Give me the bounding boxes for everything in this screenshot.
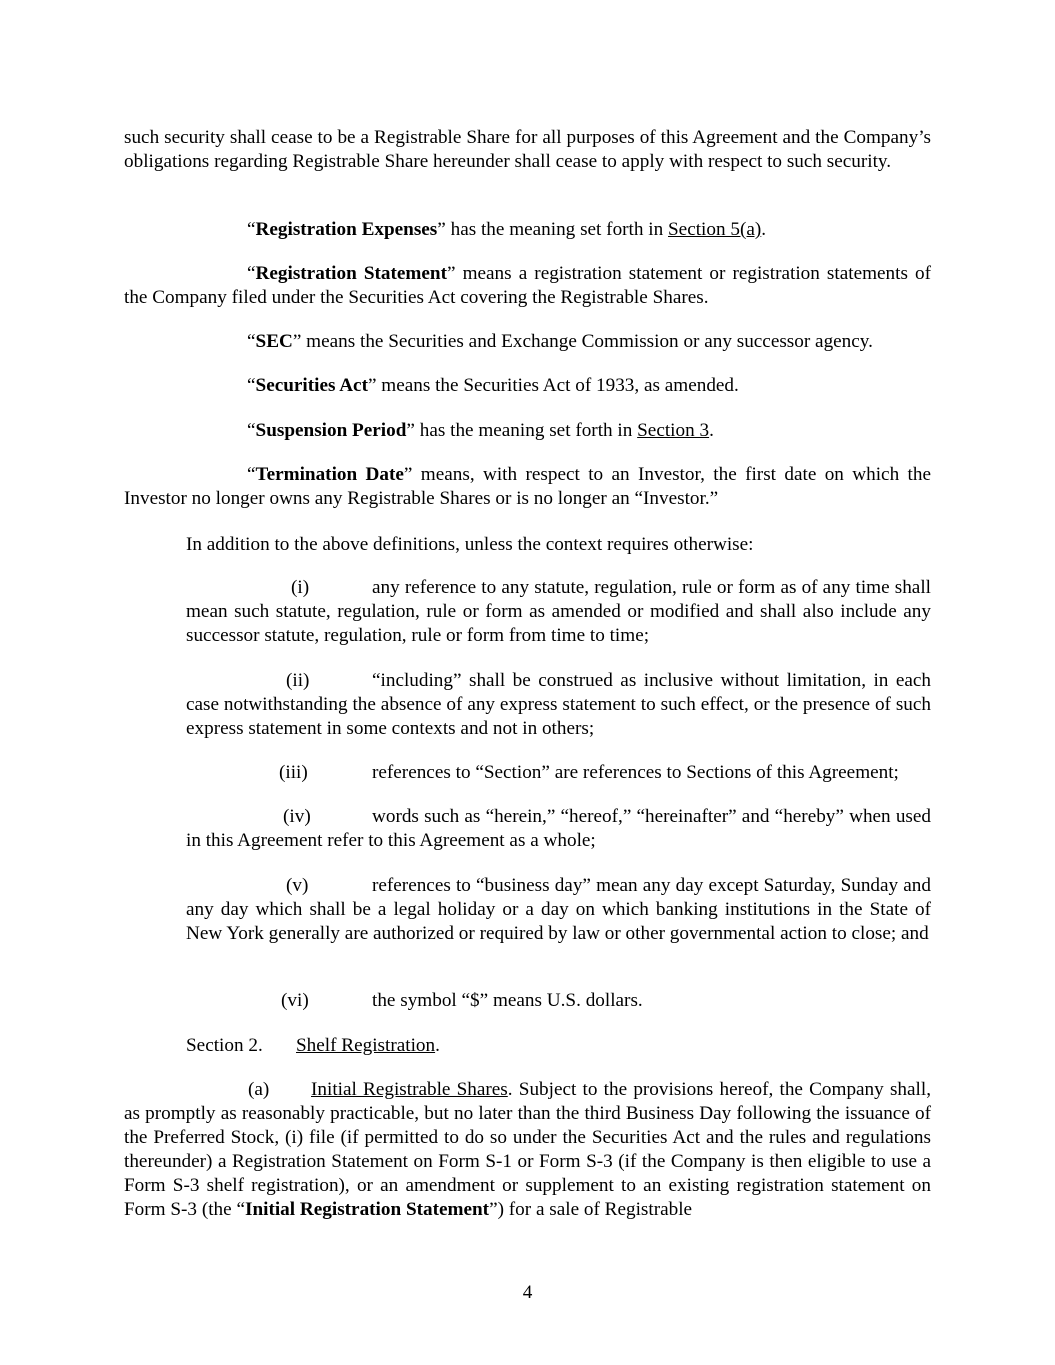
rule-number: (iii) <box>279 762 308 783</box>
rule-item: references to “Section” are references to Sections of this Agreement; <box>372 762 899 783</box>
defined-term: SEC <box>255 331 293 352</box>
rule-number: (vi) <box>281 990 309 1011</box>
page-number: 4 <box>522 1282 533 1303</box>
rule-item: “including” shall be construed as inclusive without limitation, in each case notwithstanding the absence of any express statement to such effect, or the presence of such express statement in some contexts and not in others; <box>186 670 931 739</box>
rule-number: (iv) <box>283 806 311 827</box>
rule-number: (v) <box>286 875 309 896</box>
rule-item: the symbol “$” means U.S. dollars. <box>372 990 643 1011</box>
rule-number: (ii) <box>286 670 310 691</box>
rule-item: references to “business day” mean any day except Saturday, Sunday and any day which shall be a legal holiday or a day on which banking institutions in the State of New York generally are authorized or required by law or other governmental action to close; and <box>186 875 931 944</box>
section-reference-link[interactable]: Section 5(a) <box>668 219 762 240</box>
section-title: Shelf Registration. <box>296 1035 440 1056</box>
opening-paragraph: such security shall cease to be a Registrable Share for all purposes of this Agreement and the Company’s obligations regarding Registrable Share hereunder shall cease to apply with respect to such security. <box>124 127 931 172</box>
subsection-number: (a) <box>248 1079 270 1100</box>
definition-registration-statement: “Registration Statement” means a registration statement or registration statements of the Company filed under the Securities Act covering the Registrable Shares. <box>124 263 932 308</box>
rule-item: any reference to any statute, regulation, rule or form as of any time shall mean such statute, regulation, rule or form as amended or modified and shall also include any successor statute, regulation, rule or form from time to time; <box>186 577 931 646</box>
definition-suspension-period: “Suspension Period” has the meaning set forth in Section 3. <box>247 420 714 441</box>
section-reference-link[interactable]: Section 3 <box>637 420 710 441</box>
defined-term: Securities Act <box>255 375 368 396</box>
definition-sec: “SEC” means the Securities and Exchange Commission or any successor agency. <box>247 331 873 352</box>
section-2a-paragraph: Initial Registrable Shares. Subject to the provisions hereof, the Company shall, as promptly as reasonably practicable, but no later than the third Business Day following the issuance of the Preferred Stock, (i) file (if permitted to do so under the Securities Act and the rules and regulations thereunder) a Registration Statement on Form S-1 or Form S-3 (if the Company is then eligible to use a Form S-3 shelf registration), or an amendment or supplement to an existing registration statement on Form S-3 (the “Initial Registration Statement”) for a sale of Registrable <box>124 1079 931 1220</box>
defined-term: Initial Registration Statement <box>244 1199 490 1220</box>
rule-item: words such as “herein,” “hereof,” “hereinafter” and “hereby” when used in this Agreement refer to this Agreement as a whole; <box>186 806 931 851</box>
section-label: Section 2. <box>186 1035 263 1056</box>
defined-term: Termination Date <box>255 464 404 485</box>
subsection-heading: Initial Registrable Shares <box>311 1079 508 1100</box>
definition-securities-act: “Securities Act” means the Securities Act of 1933, as amended. <box>247 375 739 396</box>
rules-intro: In addition to the above definitions, unless the context requires otherwise: <box>186 534 754 555</box>
defined-term: Suspension Period <box>255 420 407 441</box>
rule-number: (i) <box>291 577 310 598</box>
defined-term: Registration Expenses <box>255 219 438 240</box>
definition-termination-date: “Termination Date” means, with respect to an Investor, the first date on which the Investor no longer owns any Registrable Shares or is no longer an “Investor.” <box>124 464 931 509</box>
definition-registration-expenses: “Registration Expenses” has the meaning set forth in Section 5(a). <box>247 219 767 240</box>
defined-term: Registration Statement <box>255 263 447 284</box>
